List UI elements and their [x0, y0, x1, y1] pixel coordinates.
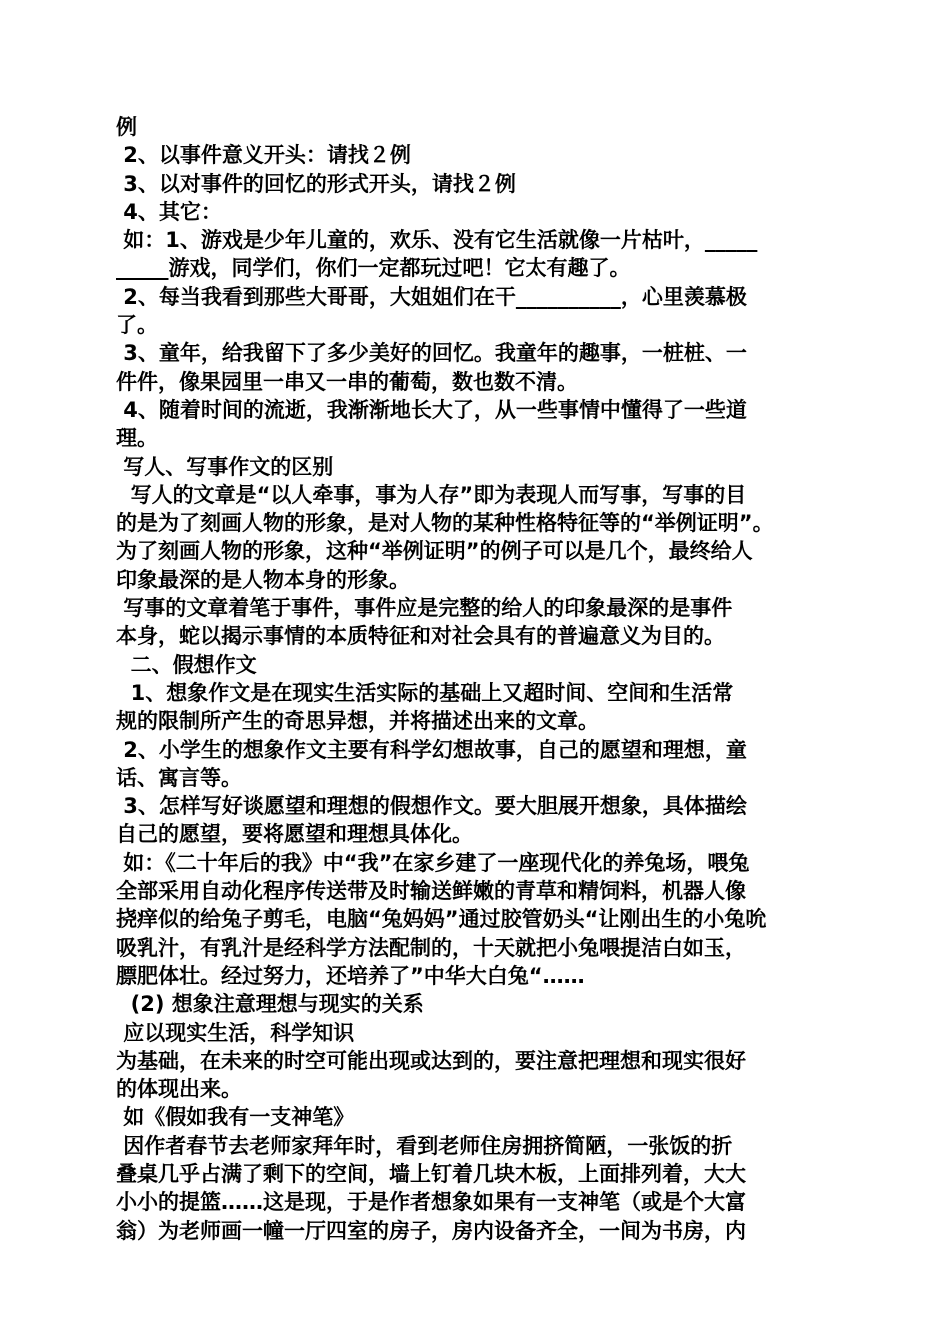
text-line: 件件，像果园里一串又一串的葡萄，数也数不清。: [116, 369, 578, 394]
section-heading: (2) 想象注意理想与现实的关系: [116, 992, 424, 1017]
text-line: 3、童年，给我留下了多少美好的回忆。我童年的趣事，一桩桩、一: [116, 341, 747, 366]
text-line: 如：1、游戏是少年儿童的，欢乐、没有它生活就像一片枯叶，_____: [116, 228, 758, 253]
text-line: 写事的文章着笔于事件，事件应是完整的给人的印象最深的是事件: [116, 596, 733, 621]
text-line: 2、小学生的想象作文主要有科学幻想故事，自己的愿望和理想，童: [116, 737, 747, 762]
text-line: 的是为了刻画人物的形象，是对人物的某种性格特征等的“举例证明”。: [116, 511, 774, 536]
text-line: 全部采用自动化程序传送带及时输送鲜嫩的青草和精饲料，机器人像: [116, 879, 746, 904]
text-line: 印象最深的是人物本身的形象。: [116, 567, 410, 592]
text-line: 翁）为老师画一幢一厅四室的房子，房内设备齐全，一间为书房，内: [116, 1218, 746, 1243]
text-line: 叠桌几乎占满了剩下的空间，墙上钉着几块木板，上面排列着，大大: [116, 1161, 746, 1186]
text-line: 自己的愿望，要将愿望和理想具体化。: [116, 822, 473, 847]
text-line: 了。: [116, 313, 158, 338]
text-line: 理。: [116, 426, 158, 451]
text-line: 3、以对事件的回忆的形式开头，请找２例: [116, 171, 516, 196]
document-body: [116, 113, 838, 1245]
text-line: 为基础，在未来的时空可能出现或达到的，要注意把理想和现实很好: [116, 1048, 746, 1073]
text-line: 小小的提篮……这是现，于是作者想象如果有一支神笔（或是个大富: [116, 1190, 746, 1215]
text-line: 规的限制所产生的奇思异想，并将描述出来的文章。: [116, 709, 599, 734]
text-line: 1、想象作文是在现实生活实际的基础上又超时间、空间和生活常: [116, 680, 734, 705]
text-line: 为了刻画人物的形象，这种“举例证明”的例子可以是几个，最终给人: [116, 539, 753, 564]
text-line: _____游戏，同学们，你们一定都玩过吧！它太有趣了。: [116, 256, 631, 281]
section-heading: 二、假想作文: [116, 652, 257, 677]
text-line: 例: [116, 115, 137, 139]
text-line: 写人的文章是“以人牵事，事为人存”即为表现人而写事，写事的目: [116, 482, 747, 507]
text-line: 4、随着时间的流逝，我渐渐地长大了，从一些事情中懂得了一些道: [116, 397, 747, 422]
text-line: 膘肥体壮。经过努力，还培养了”中华大白兔“……: [116, 963, 585, 988]
text-line: 本身，蛇以揭示事情的本质特征和对社会具有的普遍意义为目的。: [116, 624, 725, 649]
text-line: 挠痒似的给兔子剪毛，电脑“兔妈妈”通过胶管奶头“让刚出生的小兔吮: [116, 907, 767, 932]
text-line: 应以现实生活，科学知识: [116, 1020, 355, 1045]
text-line: 4、其它：: [116, 199, 222, 224]
text-line: 2、以事件意义开头：请找２例: [116, 143, 411, 168]
text-line: 2、每当我看到那些大哥哥，大姐姐们在干__________，心里羡慕极: [116, 284, 747, 309]
text-line: 话、寓言等。: [116, 765, 242, 790]
section-heading: 写人、写事作文的区别: [116, 454, 334, 479]
text-line: 如：《二十年后的我》中“我”在家乡建了一座现代化的养兔场，喂兔: [116, 850, 750, 875]
text-line: 吸乳汁，有乳汁是经科学方法配制的，十天就把小兔喂提洁白如玉，: [116, 935, 746, 960]
text-line: 的体现出来。: [116, 1077, 242, 1102]
text-line: 3、怎样写好谈愿望和理想的假想作文。要大胆展开想象，具体描绘: [116, 794, 747, 819]
text-line: 因作者春节去老师家拜年时，看到老师住房拥挤简陋，一张饭的折: [116, 1133, 733, 1158]
text-line: 如《假如我有一支神笔》: [116, 1105, 355, 1130]
